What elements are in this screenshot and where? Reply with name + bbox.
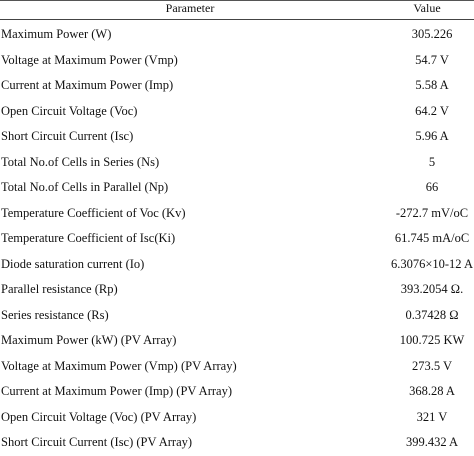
- table-row: [0, 277, 474, 303]
- row-parameter: Maximum Power (W): [1, 27, 112, 41]
- row-parameter: Total No.of Cells in Parallel (Np): [1, 180, 169, 194]
- row-value: 100.725 KW: [399, 333, 465, 347]
- table-body: [0, 22, 474, 456]
- row-value: 399.432 A: [405, 435, 459, 449]
- row-value: 6.3076×10-12 A: [390, 256, 474, 271]
- row-value: 305.226: [411, 27, 453, 41]
- row-value: 64.2 V: [415, 103, 449, 118]
- row-parameter: Short Circuit Current (Isc) (PV Array): [1, 435, 193, 449]
- row-value: 66: [425, 180, 439, 194]
- table-row: [0, 226, 474, 252]
- row-parameter: Total No.of Cells in Series (Ns): [1, 154, 160, 169]
- row-value: 5: [428, 154, 436, 169]
- table-row: [0, 48, 474, 74]
- header-value: Value: [413, 1, 441, 15]
- row-value: 0.37428 Ω: [405, 307, 459, 322]
- row-value: 5.96 A: [415, 129, 449, 143]
- table-row: [0, 303, 474, 329]
- table-row: [0, 201, 474, 227]
- row-parameter: Voltage at Maximum Power (Vmp) (PV Array): [1, 358, 237, 373]
- row-parameter: Open Circuit Voltage (Voc): [1, 103, 138, 118]
- header-parameter: Parameter: [165, 1, 215, 15]
- row-parameter: Temperature Coefficient of Isc(Ki): [1, 231, 176, 245]
- table-row: [0, 99, 474, 125]
- row-parameter: Maximum Power (kW) (PV Array): [1, 333, 177, 347]
- row-parameter: Diode saturation current (Io): [1, 256, 145, 271]
- row-parameter: Series resistance (Rs): [1, 307, 109, 322]
- table-row: [0, 124, 474, 150]
- row-parameter: Current at Maximum Power (Imp): [1, 78, 174, 92]
- table-row: [0, 252, 474, 278]
- row-value: 321 V: [416, 409, 448, 424]
- row-value: 393.2054 Ω.: [400, 282, 464, 296]
- table-row: [0, 328, 474, 354]
- row-value: 273.5 V: [411, 358, 453, 373]
- table-row: [0, 354, 474, 380]
- row-parameter: Open Circuit Voltage (Voc) (PV Array): [1, 409, 197, 424]
- table-row: [0, 405, 474, 431]
- table-header: [0, 0, 474, 20]
- row-value: -272.7 mV/oC: [395, 205, 469, 220]
- table-row: [0, 73, 474, 99]
- table-row: [0, 379, 474, 405]
- table-row: [0, 175, 474, 201]
- row-parameter: Voltage at Maximum Power (Vmp): [1, 52, 178, 67]
- table-row: [0, 430, 474, 456]
- row-value: 54.7 V: [415, 52, 449, 67]
- row-parameter: Current at Maximum Power (Imp) (PV Array): [1, 384, 232, 398]
- row-parameter: Parallel resistance (Rp): [1, 282, 118, 296]
- table-row: [0, 150, 474, 176]
- row-value: 61.745 mA/oC: [394, 231, 470, 245]
- row-value: 5.58 A: [415, 78, 449, 92]
- row-parameter: Temperature Coefficient of Voc (Kv): [1, 205, 186, 220]
- table-row: [0, 22, 474, 48]
- row-value: 368.28 A: [409, 384, 455, 398]
- row-parameter: Short Circuit Current (Isc): [1, 129, 134, 143]
